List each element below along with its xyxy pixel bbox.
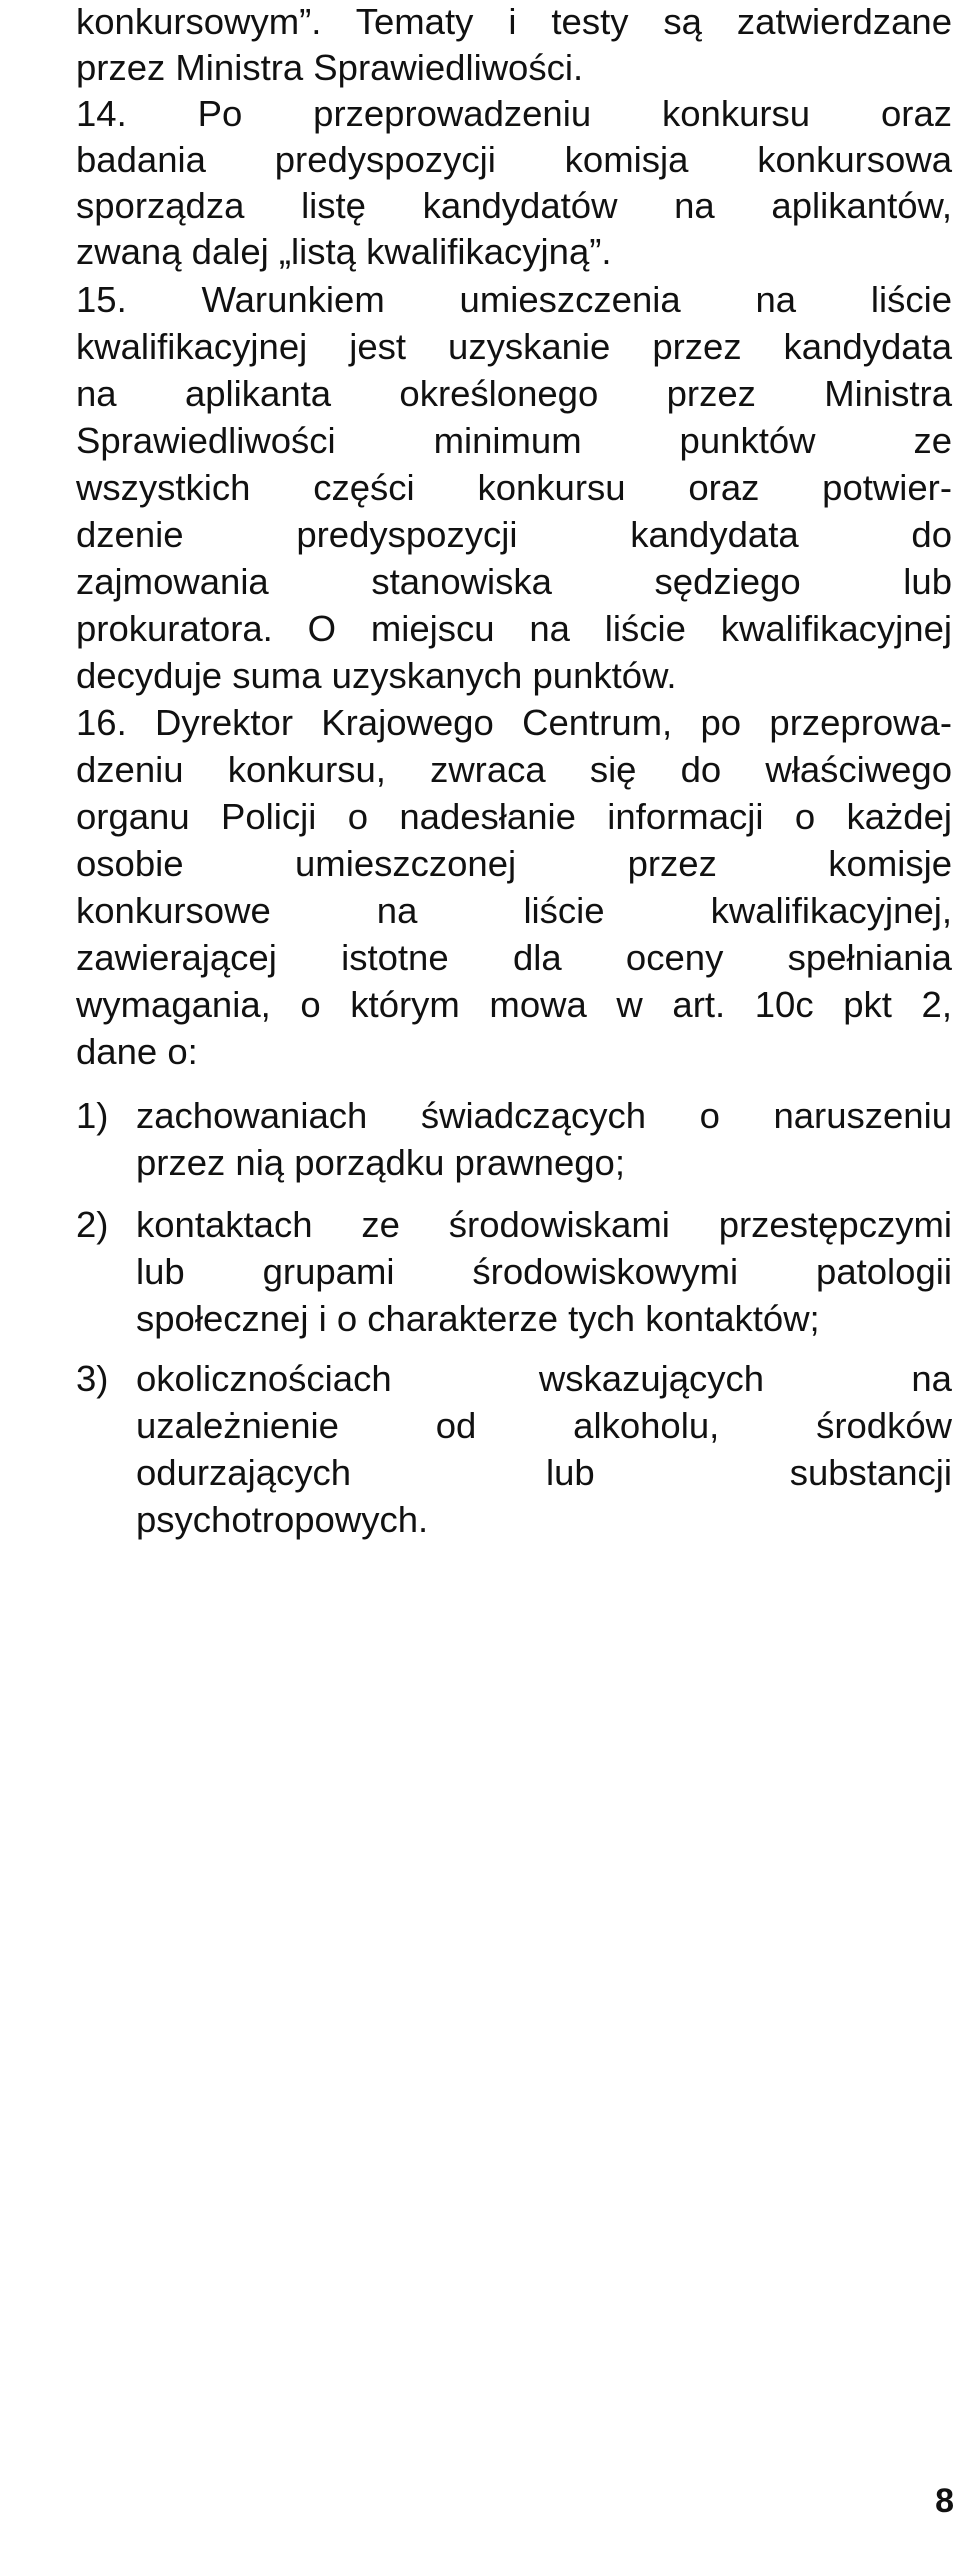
page-number: 8 xyxy=(935,2482,954,2520)
text-line: dzeniu konkursu, zwraca się do właściwego xyxy=(76,749,952,790)
text-line: organu Policji o nadesłanie informacji o każdej xyxy=(76,796,952,837)
text-line: zwaną dalej „listą kwalifikacyjną”. xyxy=(76,231,612,272)
text-line: wszystkich części konkursu oraz potwier- xyxy=(76,467,952,508)
section-14-line: 14. Po przeprowadzeniu konkursu oraz xyxy=(76,93,952,134)
section-15-line: 15. Warunkiem umieszczenia na liście xyxy=(76,279,952,320)
text-line: prokuratora. O miejscu na liście kwalifikacyjnej xyxy=(76,608,952,649)
list-item-line: lub grupami środowiskowymi patologii xyxy=(136,1251,952,1292)
text-line: zawierającej istotne dla oceny spełniania xyxy=(76,937,952,978)
text-line: wymagania, o którym mowa w art. 10c pkt 2, xyxy=(76,984,952,1025)
text-line: konkursowe na liście kwalifikacyjnej, xyxy=(76,890,952,931)
list-item-number: 2) xyxy=(76,1204,109,1245)
list-item-line: społecznej i o charakterze tych kontaktów; xyxy=(136,1298,820,1339)
text-line: na aplikanta określonego przez Ministra xyxy=(76,373,952,414)
list-item-line: psychotropowych. xyxy=(136,1499,429,1540)
list-item-line: odurzających lub substancji xyxy=(136,1452,952,1493)
list-item-line: przez nią porządku prawnego; xyxy=(136,1142,625,1183)
text-line: osobie umieszczonej przez komisje xyxy=(76,843,952,884)
section-16-line: 16. Dyrektor Krajowego Centrum, po przeprowa- xyxy=(76,702,952,743)
text-line: Sprawiedliwości minimum punktów ze xyxy=(76,420,952,461)
text-line: konkursowym”. Tematy i testy są zatwierdzane xyxy=(76,1,952,42)
list-item-line: kontaktach ze środowiskami przestępczymi xyxy=(136,1204,952,1245)
text-line: kwalifikacyjnej jest uzyskanie przez kandydata xyxy=(76,326,952,367)
list-item-number: 3) xyxy=(76,1358,109,1399)
text-line: dane o: xyxy=(76,1031,198,1072)
text-line: przez Ministra Sprawiedliwości. xyxy=(76,47,584,88)
list-item-line: uzależnienie od alkoholu, środków xyxy=(136,1405,952,1446)
text-line: decyduje suma uzyskanych punktów. xyxy=(76,655,677,696)
list-item-line: zachowaniach świadczących o naruszeniu xyxy=(136,1095,952,1136)
text-line: sporządza listę kandydatów na aplikantów, xyxy=(76,185,952,226)
list-item-line: okolicznościach wskazujących na xyxy=(136,1358,952,1399)
list-item-number: 1) xyxy=(76,1095,109,1136)
text-line: zajmowania stanowiska sędziego lub xyxy=(76,561,952,602)
text-line: dzenie predyspozycji kandydata do xyxy=(76,514,952,555)
text-line: badania predyspozycji komisja konkursowa xyxy=(76,139,952,180)
